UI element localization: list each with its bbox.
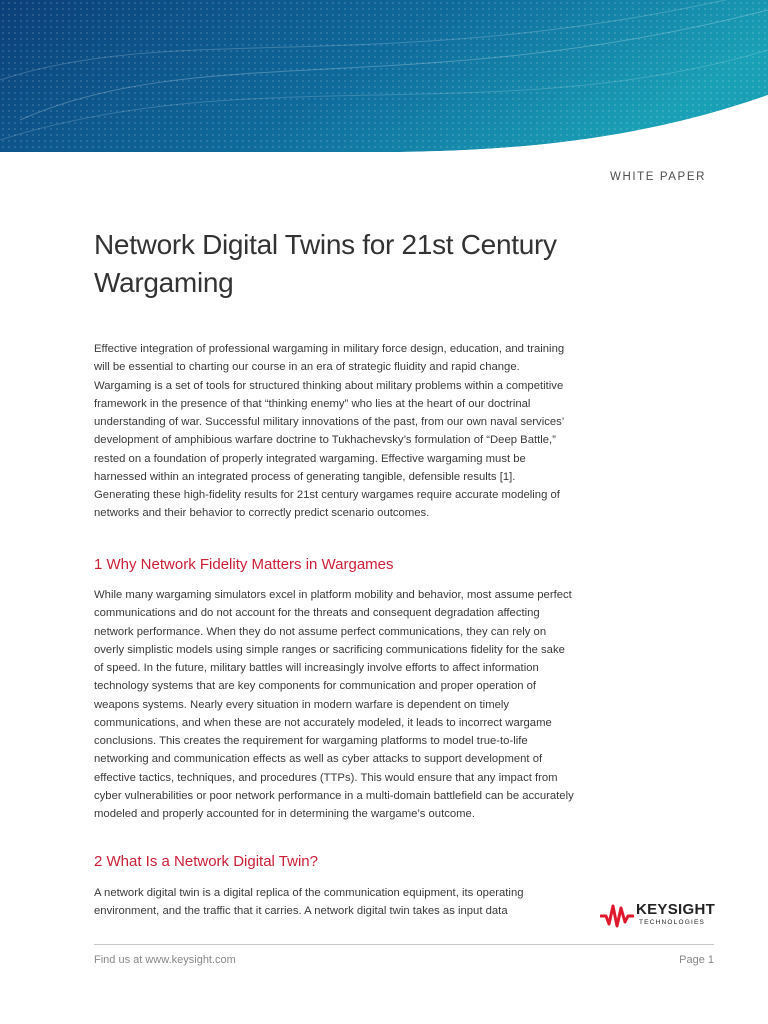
header-wave-graphic [0, 0, 768, 200]
document-type-label: WHITE PAPER [610, 171, 706, 183]
section-body-2: A network digital twin is a digital replica of the communication equipment, its operating environment, and the traffic that it carries. A network digital twin takes as input data [94, 887, 524, 918]
page-title: Network Digital Twins for 21st Century Wargaming [94, 229, 557, 298]
logo-name: KEYSIGHT [636, 901, 716, 918]
logo-subtitle: TECHNOLOGIES [639, 919, 706, 926]
keysight-wave-icon [600, 902, 634, 928]
section-body-1: While many wargaming simulators excel in platform mobility and behavior, most assume perfect communications and do not account for the threats and consequent degradation affecting network performance. When they do not assume perfect communications, they can rely on overly simplistic models using simple ranges or sacrificing communications fidelity for the sake of speed. In the future, military battles will increasingly involve efforts to affect information technology systems that are key components for communication and proper operation of weapons systems. Nearly every situation in modern warfare is dependent on timely communications, and when these are not accurately modeled, it leads to incorrect wargame conclusions. This creates the requirement for wargaming platforms to model true-to-life networking and communication effects as well as cyber attacks to support development of effective tactics, techniques, and procedures (TTPs). This would ensure that any impact from cyber vulnerabilities or poor network performance in a multi-domain battlefield can be accurately modeled and properly accounted for in determining the wargame’s outcome. [94, 589, 574, 820]
page-number: Page 1 [679, 954, 714, 966]
intro-paragraph: Effective integration of professional wargaming in military force design, education, and training will be essential to charting our course in an era of strategic fluidity and rapid change. Wargaming is a set of tools for structured thinking about military problems within a competitive framework in the presence of that “thinking enemy” who lies at the heart of our doctrinal understanding of war. Successful military innovations of the past, from our own naval services’ development of amphibious warfare doctrine to Tukhachevsky’s formulation of “Deep Battle,” rested on a foundation of properly integrated wargaming. Effective wargaming must be harnessed within an integrated process of generating tangible, defensible results [1]. Generating these high-fidelity results for 21st century wargames require accurate modeling of networks and their behavior to correctly predict scenario outcomes. [94, 343, 565, 520]
footer-website: Find us at www.keysight.com [94, 954, 236, 966]
keysight-logo [600, 900, 730, 930]
section-heading-1: 1 Why Network Fidelity Matters in Wargames [94, 556, 394, 573]
header-banner [0, 0, 768, 200]
footer-divider [94, 944, 714, 945]
section-heading-2: 2 What Is a Network Digital Twin? [94, 853, 318, 870]
